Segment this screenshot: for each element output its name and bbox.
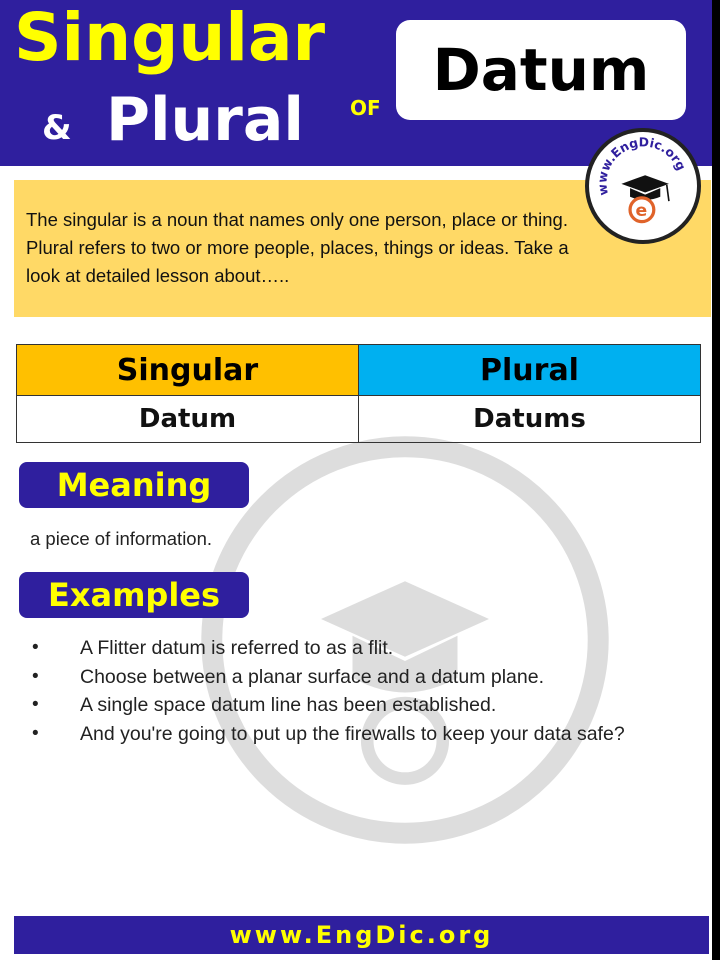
list-item	[30, 634, 670, 663]
meaning-text: a piece of information.	[30, 528, 213, 549]
table-header-plural: Plural	[359, 345, 700, 396]
title-plural: Plural	[106, 85, 304, 155]
meaning-label: Meaning	[19, 462, 249, 508]
bullet: •	[32, 665, 39, 687]
example-text: Choose between a planar surface and a datum plane.	[80, 665, 544, 688]
singular-plural-table	[16, 344, 701, 443]
graduation-cap-icon	[589, 132, 697, 240]
word-box	[396, 20, 686, 120]
title-singular: Singular	[14, 0, 326, 76]
examples-list	[30, 634, 670, 748]
word-title: Datum	[432, 36, 650, 104]
title-ampersand: &	[42, 108, 72, 148]
list-item	[30, 720, 670, 749]
table-header-singular: Singular	[17, 345, 359, 396]
example-text: And you're going to put up the firewalls to keep your data safe?	[80, 722, 625, 745]
list-item	[30, 663, 670, 692]
info-text: The singular is a noun that names only one person, place or thing. Plural refers to two or more people, places, things or ideas. Take a look at detailed lesson about…..	[26, 209, 569, 286]
footer-url[interactable]: www.EngDic.org	[229, 921, 494, 949]
title-of: OF	[350, 96, 381, 120]
table-cell-plural: Datums	[473, 404, 586, 434]
example-text: A single space datum line has been established.	[80, 694, 497, 716]
logo-text: www.EngDic.org	[594, 134, 690, 197]
svg-text:e: e	[635, 201, 648, 222]
list-item	[30, 691, 670, 720]
bullet: •	[32, 637, 39, 658]
logo	[585, 128, 701, 244]
footer	[14, 916, 709, 954]
examples-label: Examples	[19, 572, 249, 618]
example-text: A Flitter datum is referred to as a flit.	[80, 637, 394, 659]
table-cell-singular: Datum	[17, 396, 359, 442]
bullet: •	[32, 722, 39, 744]
bullet: •	[32, 694, 39, 715]
